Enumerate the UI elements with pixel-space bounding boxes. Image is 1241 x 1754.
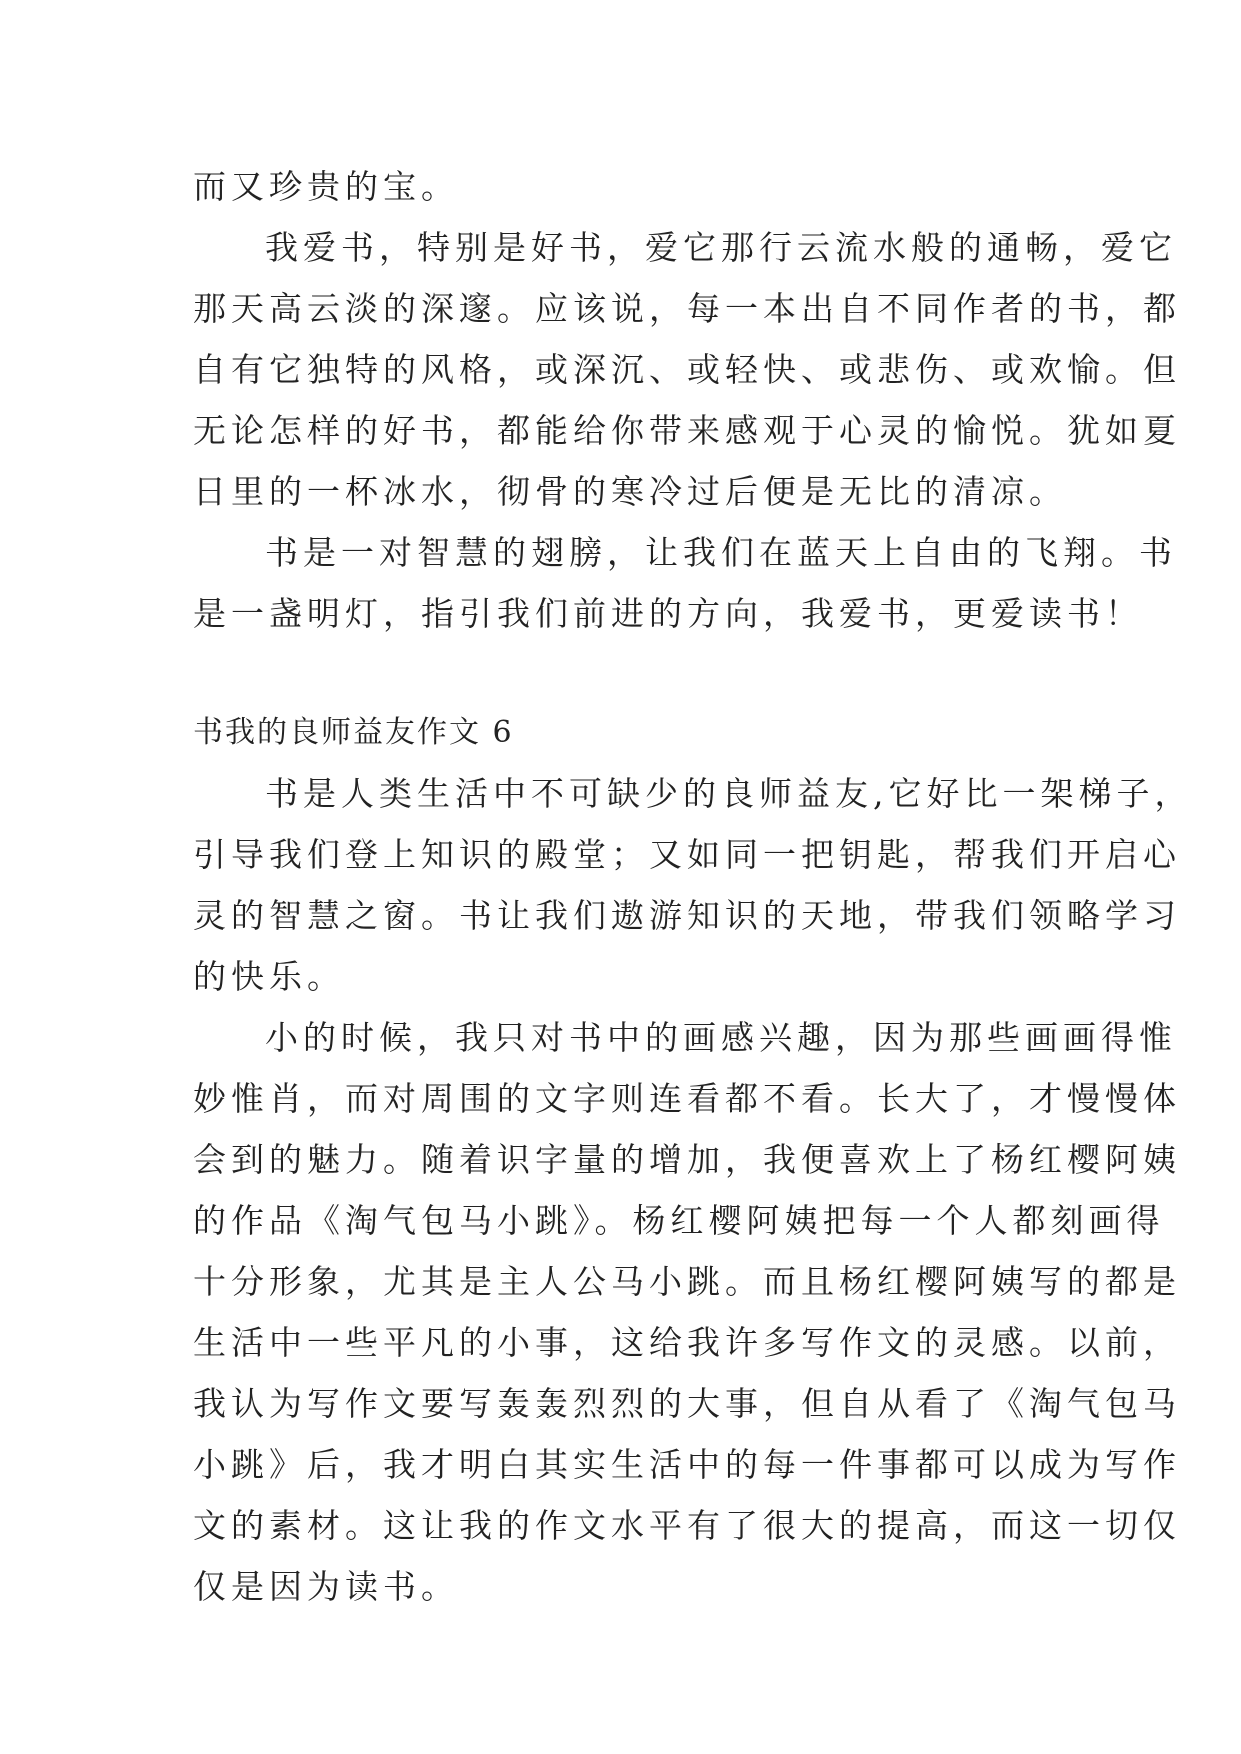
- text-line: 引导我们登上知识的殿堂；又如同一把钥匙，帮我们开启心: [193, 835, 1181, 874]
- text-line: 生活中一些平凡的小事，这给我许多写作文的灵感。以前，: [193, 1323, 1181, 1362]
- text-line: 而又珍贵的宝。: [193, 167, 459, 206]
- text-line: 仅是因为读书。: [193, 1567, 459, 1606]
- text-line: 无论怎样的好书，都能给你带来感观于心灵的愉悦。犹如夏: [193, 411, 1181, 450]
- section-spacer: [193, 644, 1063, 702]
- section-heading: 书我的良师益友作文 6: [193, 715, 514, 750]
- text-line: 日里的一杯冰水，彻骨的寒冷过后便是无比的清凉。: [193, 472, 1067, 511]
- text-line: 书是人类生活中不可缺少的良师益友,它好比一架梯子，: [265, 774, 1193, 813]
- text-line: 十分形象，尤其是主人公马小跳。而且杨红樱阿姨写的都是: [193, 1262, 1181, 1301]
- text-line: 灵的智慧之窗。书让我们遨游知识的天地，带我们领略学习: [193, 896, 1181, 935]
- text-line: 的作品《淘气包马小跳》。杨红樱阿姨把每一个人都刻画得: [193, 1201, 1165, 1240]
- text-line: 的快乐。: [193, 957, 345, 996]
- text-line: 书是一对智慧的翅膀，让我们在蓝天上自由的飞翔。书: [265, 533, 1177, 572]
- text-line: 是一盏明灯，指引我们前进的方向，我爱书，更爱读书！: [193, 594, 1143, 633]
- document-body: [193, 156, 1193, 1617]
- text-line: 自有它独特的风格，或深沉、或轻快、或悲伤、或欢愉。但: [193, 350, 1181, 389]
- text-line: 小的时候，我只对书中的画感兴趣，因为那些画画得惟: [265, 1018, 1177, 1057]
- text-line: 小跳》后，我才明白其实生活中的每一件事都可以成为写作: [193, 1445, 1181, 1484]
- text-line: 那天高云淡的深邃。应该说，每一本出自不同作者的书，都: [193, 289, 1181, 328]
- text-line: 文的素材。这让我的作文水平有了很大的提高，而这一切仅: [193, 1506, 1181, 1545]
- text-line: 我认为写作文要写轰轰烈烈的大事，但自从看了《淘气包马: [193, 1384, 1181, 1423]
- text-line: 我爱书，特别是好书，爱它那行云流水般的通畅，爱它: [265, 228, 1177, 267]
- text-line: 会到的魅力。随着识字量的增加，我便喜欢上了杨红樱阿姨: [193, 1140, 1181, 1179]
- text-line: 妙惟肖，而对周围的文字则连看都不看。长大了，才慢慢体: [193, 1079, 1181, 1118]
